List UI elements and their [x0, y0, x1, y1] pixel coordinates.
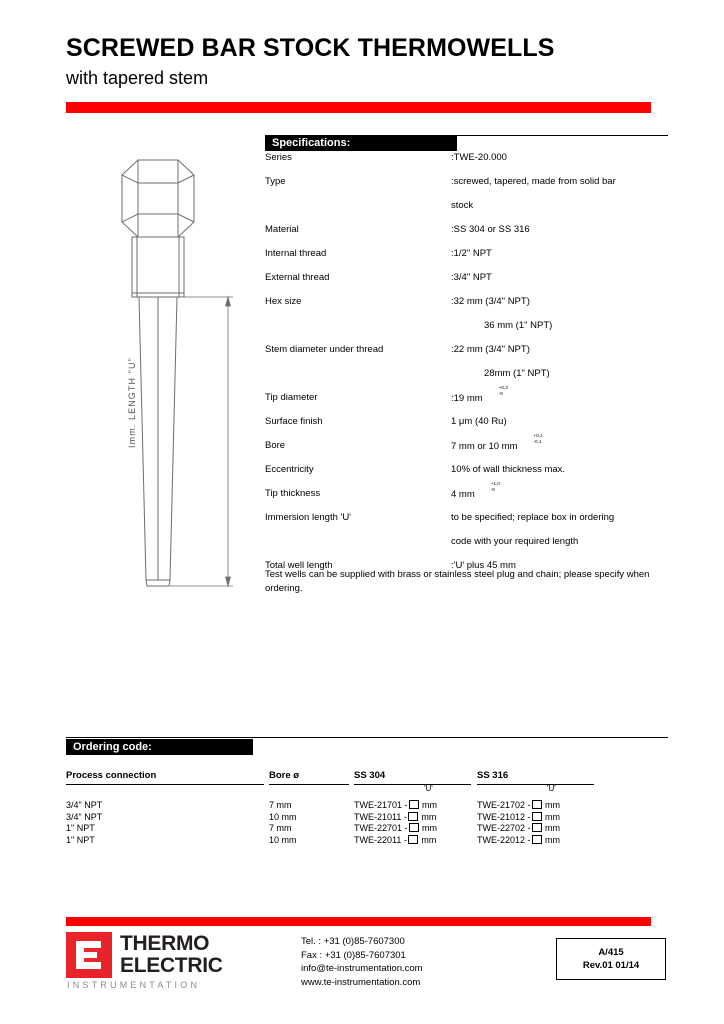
spec-label: Bore	[265, 440, 286, 451]
thermowell-drawing	[100, 150, 270, 600]
tolerance-annotation	[533, 433, 564, 449]
document-reference-box	[556, 938, 666, 980]
cell-bore: 7 mm	[269, 823, 292, 833]
spec-value: :1/2" NPT	[451, 248, 492, 259]
underline-bore	[269, 784, 349, 785]
spec-value: :3/4" NPT	[451, 272, 492, 283]
spec-value: :19 mm +0,3 -0	[451, 392, 529, 404]
cell-ss316-code: TWE-21012 - mm	[477, 811, 561, 822]
cell-ss304-code: TWE-22701 - mm	[354, 823, 438, 833]
logo-word-instrumentation: INSTRUMENTATION	[67, 980, 201, 990]
tolerance-annotation	[490, 481, 521, 497]
table-row	[66, 800, 668, 812]
underline-ss316	[477, 784, 594, 785]
spec-label: Immersion length 'U'	[265, 512, 351, 523]
spec-row	[265, 320, 668, 344]
column-header-ss304: SS 304	[354, 770, 386, 781]
ordering-column-headers	[66, 770, 668, 792]
contact-email[interactable]: info@te-instrumentation.com	[301, 963, 423, 974]
column-header-ss316: SS 316	[477, 770, 509, 781]
ordering-heading-box	[66, 739, 253, 755]
contact-tel: Tel. : +31 (0)85-7607300	[301, 936, 405, 947]
thermowell-svg	[100, 150, 270, 600]
spec-value: 36 mm (1" NPT)	[484, 320, 553, 331]
spec-row	[265, 416, 668, 440]
header-accent-bar	[66, 102, 651, 113]
spec-row	[265, 224, 668, 248]
spec-value: to be specified; replace box in ordering	[451, 512, 615, 523]
spec-label: Series	[265, 152, 292, 163]
table-row	[66, 812, 668, 824]
tolerance-lower: -0	[498, 391, 503, 396]
u-marker-ss316: 'U'	[547, 784, 556, 793]
spec-value: 1 μm (40 Ru)	[451, 416, 507, 427]
spec-label: Hex size	[265, 296, 302, 307]
length-entry-box[interactable]	[409, 823, 419, 832]
spec-row	[265, 536, 668, 560]
spec-row	[265, 481, 668, 512]
spec-value: 4 mm +1,0 -0	[451, 488, 521, 500]
underline-process	[66, 784, 264, 785]
length-entry-box[interactable]	[532, 812, 542, 821]
column-header-bore: Bore ø	[269, 770, 300, 781]
spec-row	[265, 272, 668, 296]
cell-bore: 10 mm	[269, 811, 297, 822]
spec-row	[265, 385, 668, 416]
contact-website[interactable]: www.te-instrumentation.com	[301, 976, 421, 988]
spec-value: 7 mm or 10 mm +0,1 -0,1	[451, 440, 564, 452]
tolerance-lower: -0	[490, 487, 495, 492]
specifications-heading-box	[265, 136, 457, 151]
cell-ss316-code: TWE-22012 - mm	[477, 834, 561, 845]
spec-row	[265, 344, 668, 368]
logo-word-electric: ELECTRIC	[120, 954, 223, 977]
spec-value: :22 mm (3/4" NPT)	[451, 344, 530, 355]
company-logo	[66, 932, 276, 1002]
footer-accent-bar	[66, 917, 651, 926]
length-entry-box[interactable]	[532, 823, 542, 832]
immersion-length-label: Imm. LENGTH "U"	[127, 357, 137, 448]
ordering-top-rule	[66, 737, 668, 738]
cell-process-connection: 1" NPT	[66, 823, 95, 833]
specifications-note: Test wells can be supplied with brass or stainless steel plug and chain; please specify when ordering.	[265, 569, 650, 594]
spec-value: :screwed, tapered, made from solid bar	[451, 176, 616, 187]
document-code: A/415	[598, 947, 624, 958]
spec-row	[265, 368, 668, 392]
spec-row	[265, 152, 668, 176]
cell-bore: 10 mm	[269, 834, 297, 845]
length-entry-box[interactable]	[408, 812, 418, 821]
spec-label: Material	[265, 224, 299, 235]
ordering-table	[66, 770, 668, 845]
spec-value: stock	[451, 200, 474, 211]
tolerance-upper: +0,3	[498, 385, 508, 390]
spec-row	[265, 296, 668, 320]
cell-ss316-code: TWE-21702 - mm	[477, 800, 561, 810]
tolerance-lower: -0,1	[533, 439, 542, 444]
spec-value: 28mm (1" NPT)	[484, 368, 550, 379]
cell-process-connection: 3/4" NPT	[66, 811, 103, 822]
document-revision: Rev.01 01/14	[582, 960, 640, 971]
cell-ss304-code: TWE-21701 - mm	[354, 800, 438, 810]
spec-row	[265, 248, 668, 272]
spec-label: Type	[265, 176, 286, 187]
spec-label: External thread	[265, 272, 330, 283]
spec-row	[265, 200, 668, 224]
u-marker-ss304: 'U'	[424, 784, 433, 793]
spec-label: Total well length	[265, 560, 333, 571]
spec-row	[265, 464, 668, 488]
spec-value: :SS 304 or SS 316	[451, 224, 530, 235]
spec-row	[265, 433, 668, 464]
contact-block	[301, 935, 423, 989]
spec-value: 10% of wall thickness max.	[451, 464, 566, 475]
spec-value: :32 mm (3/4" NPT)	[451, 296, 530, 307]
te-logo-mark-icon	[66, 932, 112, 978]
tolerance-upper: +1,0	[490, 481, 500, 486]
spec-label: Internal thread	[265, 248, 327, 259]
spec-value: code with your required length	[451, 536, 579, 547]
ordering-rows	[66, 800, 668, 846]
spec-value: :TWE-20.000	[451, 152, 507, 163]
tolerance-upper: +0,1	[533, 433, 543, 438]
spec-label: Tip diameter	[265, 392, 318, 403]
length-entry-box[interactable]	[409, 800, 419, 809]
specifications-heading: Specifications:	[272, 137, 351, 149]
cell-ss304-code: TWE-22011 - mm	[354, 834, 437, 845]
tolerance-annotation	[498, 385, 529, 401]
spec-label: Stem diameter under thread	[265, 344, 384, 355]
ordering-heading: Ordering code:	[73, 741, 152, 753]
spec-value: :'U' plus 45 mm	[451, 560, 516, 571]
contact-fax: Fax : +31 (0)85-7607301	[301, 949, 406, 961]
logo-word-thermo: THERMO	[120, 932, 210, 955]
page-subtitle: with tapered stem	[66, 68, 209, 88]
page-title: SCREWED BAR STOCK THERMOWELLS	[66, 34, 555, 62]
table-row	[66, 823, 668, 835]
spec-label: Surface finish	[265, 416, 323, 427]
spec-label: Eccentricity	[265, 464, 314, 475]
cell-bore: 7 mm	[269, 800, 292, 810]
cell-process-connection: 1" NPT	[66, 834, 95, 845]
underline-ss304	[354, 784, 471, 785]
spec-row	[265, 512, 668, 536]
table-row	[66, 835, 668, 847]
spec-row	[265, 176, 668, 200]
length-entry-box[interactable]	[408, 835, 418, 844]
cell-ss316-code: TWE-22702 - mm	[477, 823, 561, 833]
spec-label: Tip thickness	[265, 488, 321, 499]
cell-ss304-code: TWE-21011 - mm	[354, 811, 437, 822]
length-entry-box[interactable]	[532, 800, 542, 809]
cell-process-connection: 3/4" NPT	[66, 800, 103, 810]
column-header-process-connection: Process connection	[66, 770, 157, 781]
length-entry-box[interactable]	[532, 835, 542, 844]
